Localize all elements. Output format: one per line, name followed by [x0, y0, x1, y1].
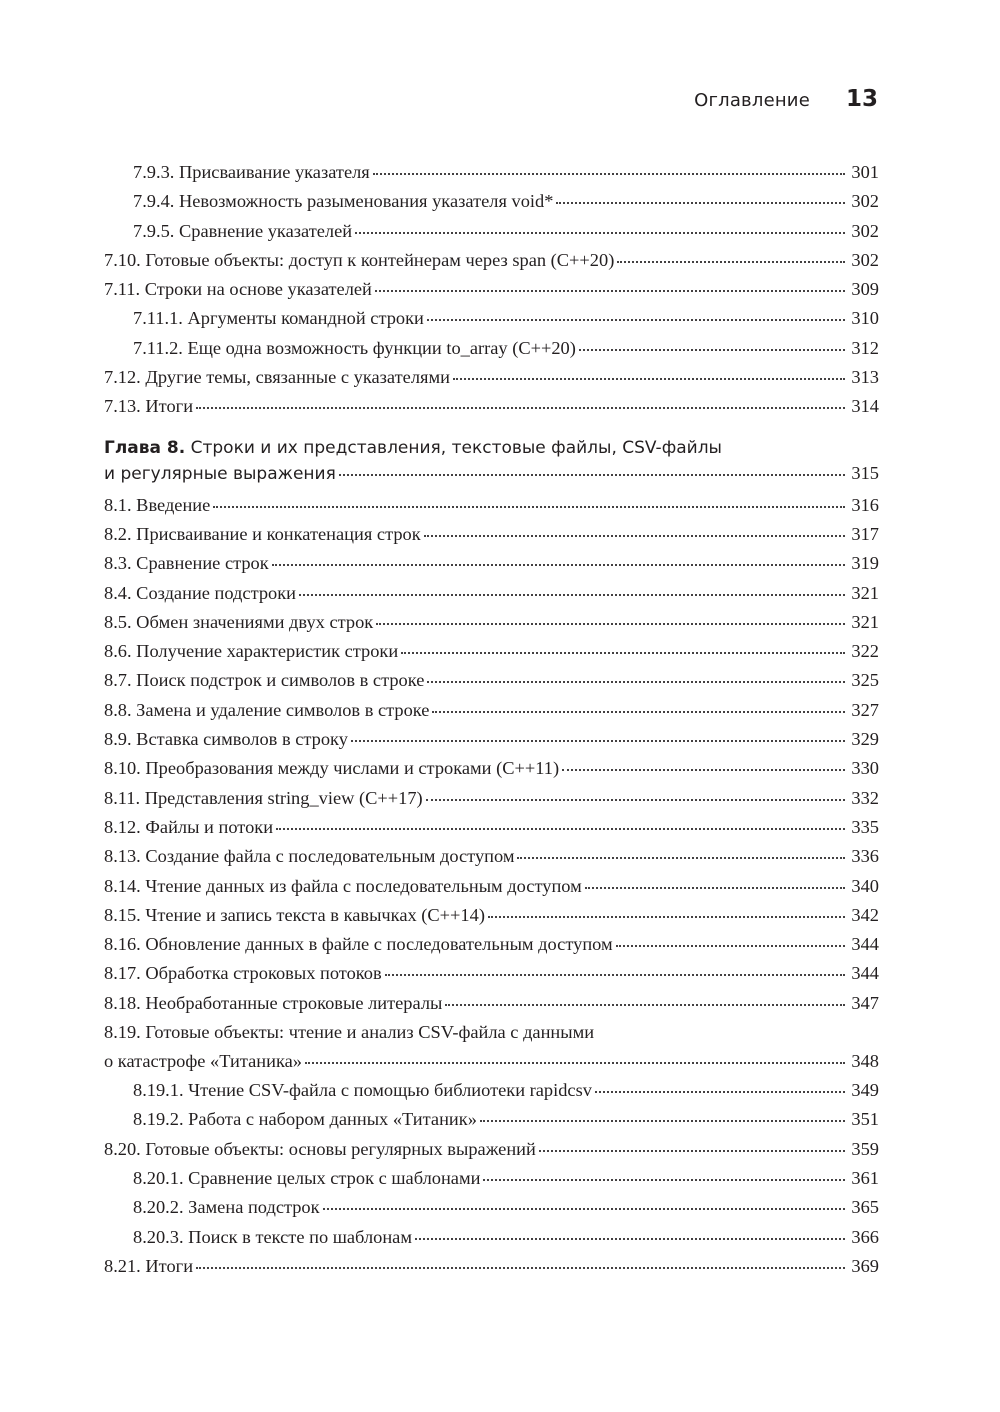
toc-entry-label-line-2: о катастрофе «Титаника» [104, 1051, 302, 1072]
dot-leader [213, 492, 845, 510]
toc-entry[interactable] [104, 246, 879, 275]
toc-entry-label: 8.18. Необработанные строковые литералы [104, 992, 443, 1013]
toc-entry-page: 310 [851, 308, 879, 329]
toc-entry-page: 302 [851, 191, 879, 212]
toc-entry-page: 336 [851, 846, 879, 867]
toc-entry-page: 313 [851, 367, 879, 388]
toc-entry[interactable] [104, 1223, 879, 1252]
dot-leader [196, 394, 845, 412]
toc-entry-label: 8.20.3. Поиск в тексте по шаблонам [133, 1226, 412, 1247]
running-head-title: Оглавление [694, 90, 810, 111]
toc-entry[interactable] [104, 363, 879, 392]
toc-entry[interactable] [104, 1193, 879, 1222]
dot-leader [415, 1224, 845, 1242]
dot-leader [196, 1253, 845, 1271]
toc-entry[interactable] [104, 784, 879, 813]
toc-entry-page: 340 [851, 875, 879, 896]
chapter-title-line-2 [104, 461, 879, 486]
toc-entry-page: 359 [851, 1138, 879, 1159]
toc-entry-label: 7.9.3. Присваивание указателя [133, 162, 370, 182]
dot-leader [617, 248, 845, 266]
toc-entry-label: 8.7. Поиск подстрок и символов в строке [104, 670, 425, 691]
page-number: 13 [845, 86, 878, 112]
toc-entry-multiline[interactable] [104, 1018, 879, 1076]
toc-entry[interactable] [104, 696, 879, 725]
toc-entry-label: 8.2. Присваивание и конкатенация строк [104, 523, 421, 544]
dot-leader [424, 522, 845, 540]
toc-entry-page: 361 [851, 1167, 879, 1188]
toc-entry-page: 347 [851, 992, 879, 1013]
toc-entry[interactable] [104, 520, 879, 549]
toc-entry-page: 366 [851, 1226, 879, 1247]
running-head [694, 86, 878, 112]
toc-entry-page: 335 [851, 816, 879, 837]
toc-entry-page: 327 [851, 699, 879, 720]
toc-entry[interactable] [104, 1135, 879, 1164]
dot-leader [445, 990, 845, 1008]
toc-entry[interactable] [104, 959, 879, 988]
toc-entry-label: 8.14. Чтение данных из файла с последовательным доступом [104, 875, 582, 896]
dot-leader [426, 785, 845, 803]
toc-entry-label: 8.20. Готовые объекты: основы регулярных выражений [104, 1138, 536, 1159]
toc-entry-page: 325 [851, 670, 879, 691]
dot-leader [616, 932, 845, 950]
toc-group-chapter8 [104, 491, 879, 1281]
dot-leader [488, 902, 845, 920]
toc-entry[interactable] [104, 579, 879, 608]
dot-leader [323, 1195, 845, 1213]
toc-entry-label: 8.1. Введение [104, 494, 211, 515]
toc-entry-page: 348 [851, 1051, 879, 1072]
toc-entry[interactable] [104, 217, 879, 246]
toc-entry-page: 302 [851, 249, 879, 270]
toc-entry-label: 7.12. Другие темы, связанные с указателями [104, 367, 450, 388]
toc-entry-label: 8.13. Создание файла с последовательным доступом [104, 846, 515, 867]
toc-entry-page: 322 [851, 641, 879, 662]
toc-entry[interactable] [104, 813, 879, 842]
toc-entry[interactable] [104, 1252, 879, 1281]
dot-leader [351, 727, 845, 745]
toc-entry-page: 302 [851, 220, 879, 241]
toc-entry[interactable] [104, 754, 879, 783]
chapter-title-line-1 [104, 436, 879, 461]
toc-entry-label: 8.10. Преобразования между числами и строками (C++11) [104, 758, 560, 779]
dot-leader [401, 639, 845, 657]
toc-entry-page: 309 [851, 279, 879, 300]
toc-entry-page: 344 [851, 963, 879, 984]
toc-entry-label: 8.15. Чтение и запись текста в кавычках (C++14) [104, 904, 485, 925]
toc-entry[interactable] [104, 842, 879, 871]
chapter-page: 315 [851, 462, 879, 483]
toc-entry[interactable] [104, 491, 879, 520]
toc-entry[interactable] [104, 549, 879, 578]
toc-entry-label: 8.11. Представления string_view (C++17) [104, 787, 423, 808]
toc-entry-page: 342 [851, 904, 879, 925]
toc-entry-label: 8.12. Файлы и потоки [104, 816, 274, 837]
toc-entry[interactable] [104, 666, 879, 695]
toc-entry[interactable] [104, 637, 879, 666]
toc-entry-label: 8.4. Создание подстроки [104, 582, 296, 603]
dot-leader [562, 756, 845, 774]
dot-leader [339, 462, 845, 479]
dot-leader [595, 1078, 845, 1096]
chapter-title: Строки и их представления, текстовые файлы, CSV-файлы [190, 437, 722, 458]
toc-entry[interactable] [104, 275, 879, 304]
toc-entry-label: 7.10. Готовые объекты: доступ к контейнерам через span (C++20) [104, 249, 615, 270]
dot-leader [432, 697, 845, 715]
toc-entry-page: 365 [851, 1197, 879, 1218]
toc-entry-label: 8.8. Замена и удаление символов в строке [104, 699, 430, 720]
toc-entry-label: 7.13. Итоги [104, 396, 194, 417]
toc-entry[interactable] [104, 334, 879, 363]
toc-entry-page: 317 [851, 523, 879, 544]
dot-leader [556, 189, 845, 207]
dot-leader [585, 873, 845, 891]
toc-entry[interactable] [104, 901, 879, 930]
toc-entry[interactable] [104, 1164, 879, 1193]
chapter-number: Глава 8. [104, 437, 186, 458]
toc-entry-line-2 [104, 1047, 879, 1076]
toc-entry[interactable] [104, 392, 879, 421]
chapter-title-continued: и регулярные выражения [104, 463, 336, 484]
toc-entry-page: 344 [851, 934, 879, 955]
toc-entry-label: 7.9.4. Невозможность разыменования указателя void* [133, 191, 554, 212]
toc-entry-label: 8.20.1. Сравнение целых строк с шаблонами [133, 1167, 481, 1188]
toc-entry[interactable] [104, 930, 879, 959]
toc-entry-label: 8.20.2. Замена подстрок [133, 1197, 320, 1218]
toc-entry[interactable] [104, 725, 879, 754]
toc-group-chapter7-tail [104, 158, 879, 422]
dot-leader [517, 844, 845, 862]
toc-entry-page: 329 [851, 729, 879, 750]
dot-leader [373, 160, 845, 178]
toc-entry-label: 8.6. Получение характеристик строки [104, 641, 399, 662]
toc-entry-page: 330 [851, 758, 879, 779]
dot-leader [483, 1166, 845, 1184]
toc-entry-label: 7.11.2. Еще одна возможность функции to_array (C++20) [133, 337, 576, 358]
toc-entry[interactable] [104, 1105, 879, 1134]
table-of-contents [104, 158, 879, 1281]
toc-entry-label: 7.9.5. Сравнение указателей [133, 220, 353, 241]
toc-entry[interactable] [104, 304, 879, 333]
toc-entry-label: 8.21. Итоги [104, 1255, 194, 1276]
toc-entry-page: 319 [851, 553, 879, 574]
toc-entry[interactable] [104, 158, 879, 187]
toc-entry-label: 8.16. Обновление данных в файле с последовательным доступом [104, 934, 613, 955]
toc-entry-page: 332 [851, 787, 879, 808]
toc-entry-page: 369 [851, 1255, 879, 1276]
toc-entry-label: 8.17. Обработка строковых потоков [104, 963, 382, 984]
toc-entry-page: 301 [851, 162, 879, 182]
toc-entry-label: 8.9. Вставка символов в строку [104, 729, 348, 750]
toc-entry[interactable] [104, 872, 879, 901]
dot-leader [276, 815, 845, 833]
dot-leader [579, 335, 845, 353]
toc-entry[interactable] [104, 187, 879, 216]
toc-entry[interactable] [104, 608, 879, 637]
dot-leader [480, 1107, 845, 1125]
dot-leader [305, 1049, 845, 1067]
dot-leader [385, 961, 845, 979]
dot-leader [355, 218, 845, 236]
dot-leader [453, 365, 845, 383]
dot-leader [427, 668, 845, 686]
toc-entry-label: 8.5. Обмен значениями двух строк [104, 611, 374, 632]
chapter-heading[interactable] [104, 436, 879, 486]
dot-leader [376, 609, 845, 627]
toc-entry-page: 314 [851, 396, 879, 417]
dot-leader [299, 580, 845, 598]
dot-leader [427, 306, 845, 324]
toc-entry-label: 7.11. Строки на основе указателей [104, 279, 372, 300]
toc-entry[interactable] [104, 1076, 879, 1105]
toc-entry-page: 349 [851, 1080, 879, 1101]
toc-entry-page: 321 [851, 582, 879, 603]
toc-entry-page: 312 [851, 337, 879, 358]
toc-entry-page: 321 [851, 611, 879, 632]
toc-entry-label: 7.11.1. Аргументы командной строки [133, 308, 424, 329]
toc-entry-page: 316 [851, 494, 879, 515]
dot-leader [375, 277, 845, 295]
toc-entry-label: 8.19.2. Работа с набором данных «Титаник» [133, 1109, 477, 1130]
toc-entry-label: 8.19.1. Чтение CSV-файла с помощью библиотеки rapidcsv [133, 1080, 592, 1101]
toc-entry-label: 8.3. Сравнение строк [104, 553, 269, 574]
toc-entry-label-line-1: 8.19. Готовые объекты: чтение и анализ CSV-файла с данными [104, 1022, 595, 1043]
toc-entry[interactable] [104, 989, 879, 1018]
toc-entry-page: 351 [851, 1109, 879, 1130]
dot-leader [272, 551, 845, 569]
dot-leader [539, 1136, 845, 1154]
